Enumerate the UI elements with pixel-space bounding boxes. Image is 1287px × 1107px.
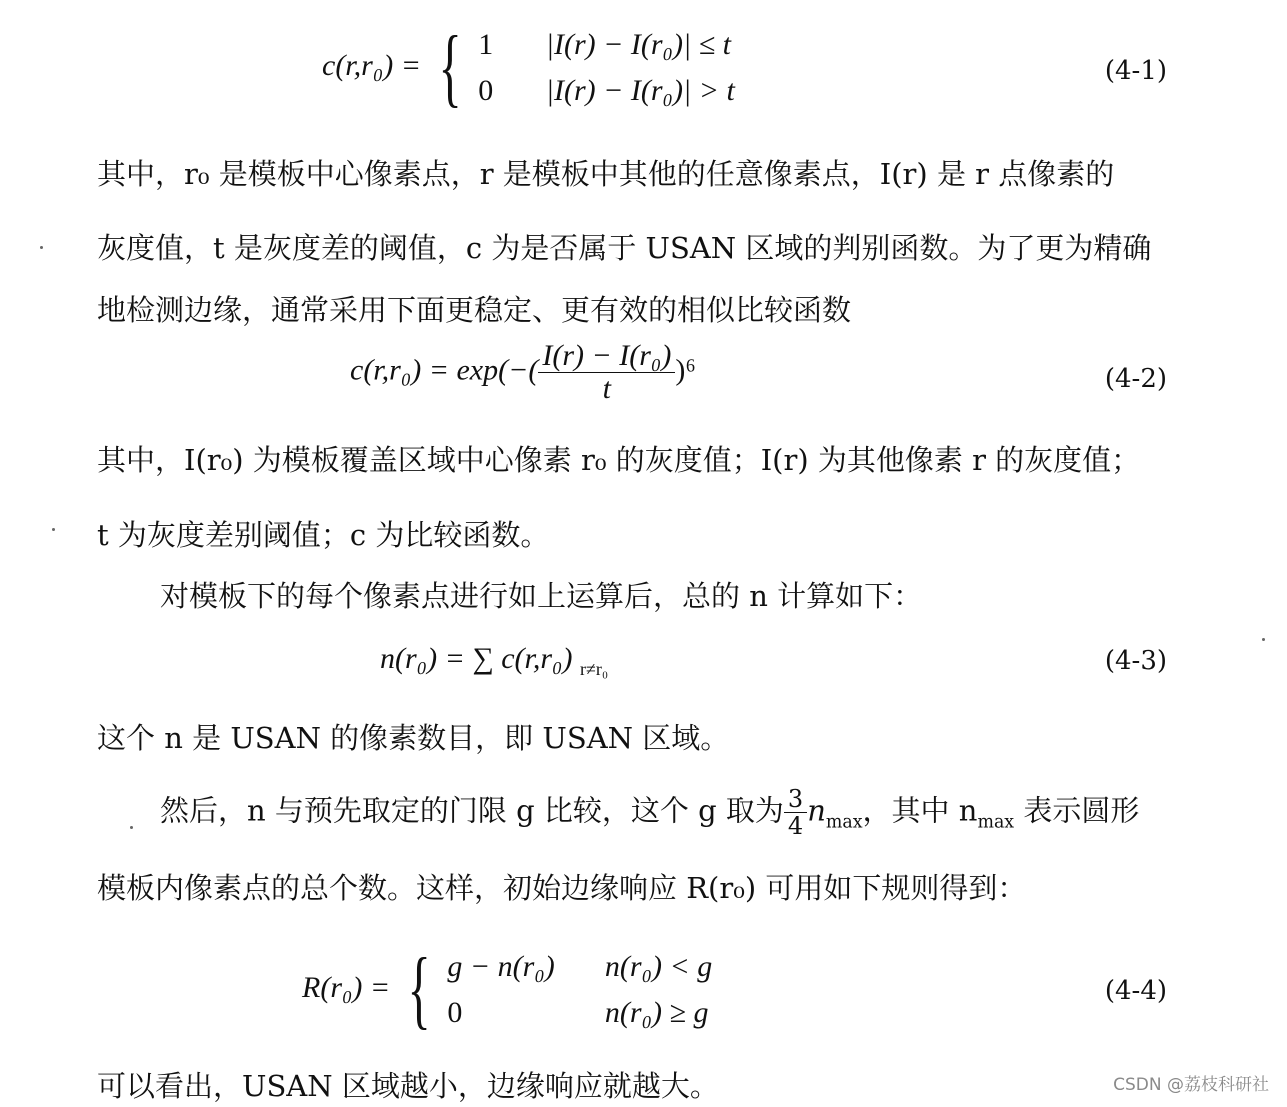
p5-text-c-sub: max xyxy=(977,812,1015,833)
eq1-case1-value: 1 xyxy=(478,28,494,61)
eq1-case1-condition: |I(r) − I(r₀)| ≤ t xyxy=(545,28,732,61)
equation-number-4-1: (4-1) xyxy=(1104,56,1167,86)
paragraph-5-line-2: 模板内像素点的总个数。这样，初始边缘响应 R(r₀) 可用如下规则得到： xyxy=(97,871,1027,905)
scan-speck xyxy=(1262,638,1265,641)
paragraph-2-line-2: t 为灰度差别阈值；c 为比较函数。 xyxy=(97,518,550,552)
paragraph-2-line-1: 其中，I(r₀) 为模板覆盖区域中心像素 r₀ 的灰度值；I(r) 为其他像素 r 的灰度值； xyxy=(97,443,1141,477)
eq1-cases xyxy=(478,22,735,114)
equation-number-4-4: (4-4) xyxy=(1104,976,1167,1006)
eq2-numerator: I(r) − I(r₀) xyxy=(538,340,675,373)
eq1-case-row xyxy=(478,68,735,114)
equation-number-4-3: (4-3) xyxy=(1104,646,1167,676)
eq1-case2-value: 0 xyxy=(478,74,494,107)
eq1-lhs: c(r,r₀) = xyxy=(322,48,421,82)
p5-text-c: ，其中 n xyxy=(862,793,978,828)
eq4-case-row xyxy=(447,990,712,1036)
p5-text-b: n xyxy=(807,793,826,828)
p5-text-a: 然后，n 与预先取定的门限 g 比较，这个 g 取为 xyxy=(160,793,784,828)
eq2-fraction xyxy=(538,340,675,405)
eq4-lhs: R(r₀) = xyxy=(302,970,391,1004)
eq3-text: n(r₀) = ∑ c(r,r₀) xyxy=(380,642,573,675)
p5-text-b-sub: max xyxy=(825,812,863,833)
paragraph-1-line-3: 地检测边缘，通常采用下面更稳定、更有效的相似比较函数 xyxy=(97,293,852,327)
p5-text-d: 表示圆形 xyxy=(1014,793,1140,828)
p5-fraction xyxy=(784,786,807,839)
eq4-case2-condition: n(r₀) ≥ g xyxy=(604,996,709,1029)
paragraph-6-line-1: 可以看出，USAN 区域越小，边缘响应就越大。 xyxy=(97,1069,719,1103)
p5-frac-denominator: 4 xyxy=(787,812,804,840)
equation-4-3 xyxy=(380,642,608,680)
eq2-rhs: )⁶ xyxy=(675,353,696,387)
eq4-case1-value: g − n(r₀) xyxy=(447,950,555,983)
equation-4-1 xyxy=(322,19,735,116)
left-brace: { xyxy=(407,941,431,1038)
paragraph-1-line-1: 其中，r₀ 是模板中心像素点，r 是模板中其他的任意像素点，I(r) 是 r 点像素的 xyxy=(97,157,1115,191)
eq2-lhs: c(r,r₀) = exp(−( xyxy=(350,353,539,387)
p5-frac-numerator: 3 xyxy=(784,786,807,813)
eq4-case-row xyxy=(447,944,712,990)
scan-speck xyxy=(40,246,43,249)
equation-number-4-2: (4-2) xyxy=(1104,364,1167,394)
left-brace: { xyxy=(438,19,462,116)
paragraph-1-line-2: 灰度值，t 是灰度差的阈值，c 为是否属于 USAN 区域的判别函数。为了更为精确 xyxy=(97,231,1152,265)
eq1-case2-condition: |I(r) − I(r₀)| > t xyxy=(545,74,735,107)
equation-4-4 xyxy=(302,941,713,1038)
eq1-case-row xyxy=(478,22,735,68)
watermark: CSDN @荔枝科研社 xyxy=(1113,1075,1269,1095)
scan-speck xyxy=(130,826,133,829)
paragraph-3-line-1: 对模板下的每个像素点进行如上运算后，总的 n 计算如下： xyxy=(160,579,923,613)
eq4-cases xyxy=(447,944,712,1036)
paragraph-5-line-1 xyxy=(160,786,1199,842)
eq2-denominator: t xyxy=(602,372,612,405)
eq3-sum-subscript: r≠r₀ xyxy=(579,659,609,679)
scan-speck xyxy=(52,528,55,531)
eq4-case1-condition: n(r₀) < g xyxy=(604,950,713,983)
equation-4-2 xyxy=(350,340,696,405)
eq4-case2-value: 0 xyxy=(447,996,463,1029)
paragraph-4-line-1: 这个 n 是 USAN 的像素数目，即 USAN 区域。 xyxy=(97,721,730,755)
